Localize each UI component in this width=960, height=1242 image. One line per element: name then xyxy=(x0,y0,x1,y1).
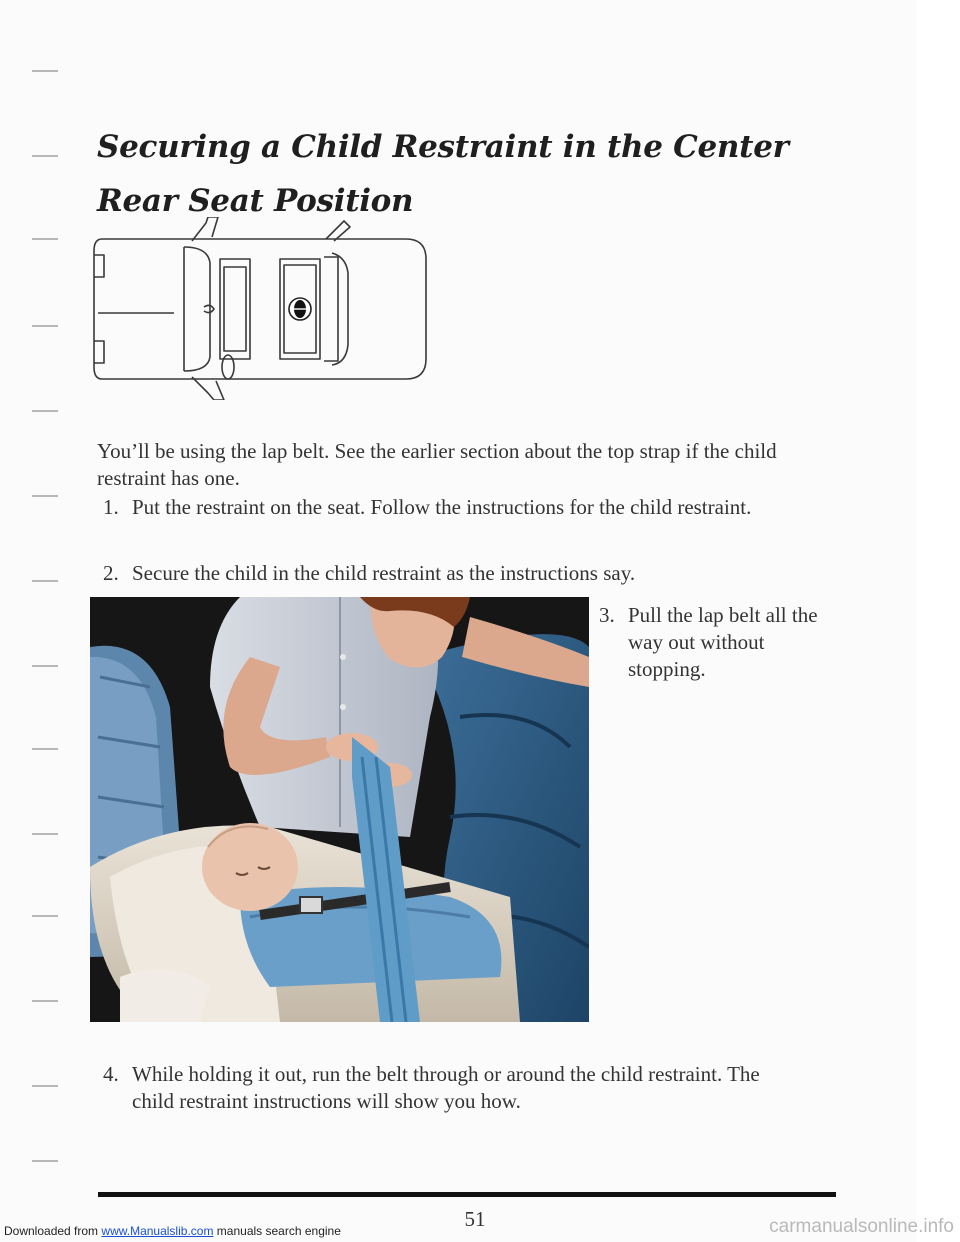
intro-paragraph: You’ll be using the lap belt. See the earlier section about the top strap if the child restraint has one. xyxy=(97,439,777,490)
step-2 xyxy=(103,560,823,587)
margin-tick xyxy=(32,580,58,582)
step-text: While holding it out, run the belt through or around the child restraint. The child restraint instructions will show you how. xyxy=(132,1062,760,1113)
download-watermark xyxy=(4,1224,341,1238)
margin-tick xyxy=(32,70,58,72)
step-text: Put the restraint on the seat. Follow the instructions for the child restraint. xyxy=(132,495,752,519)
watermark-prefix: Downloaded from xyxy=(4,1224,99,1238)
watermark-suffix: manuals search engine xyxy=(216,1224,341,1238)
margin-tick xyxy=(32,325,58,327)
page-title: Securing a Child Restraint in the Center Rear Seat Position xyxy=(97,129,789,219)
margin-tick xyxy=(32,748,58,750)
car-seat-position-diagram xyxy=(88,217,432,400)
margin-tick xyxy=(32,238,58,240)
step-text: Secure the child in the child restraint as the instructions say. xyxy=(132,561,636,585)
step-text: Pull the lap belt all the way out without stopping. xyxy=(628,603,818,681)
margin-tick xyxy=(32,833,58,835)
margin-tick xyxy=(32,915,58,917)
manualslib-link[interactable]: www.Manualslib.com xyxy=(101,1224,214,1238)
margin-tick xyxy=(32,495,58,497)
step-number: 3. xyxy=(599,603,615,627)
page-number: 51 xyxy=(464,1207,486,1231)
margin-tick xyxy=(32,1085,58,1087)
margin-tick xyxy=(32,665,58,667)
step-number: 2. xyxy=(103,561,119,585)
margin-tick xyxy=(32,410,58,412)
belt-illustration xyxy=(90,597,589,1022)
footer-rule xyxy=(98,1192,836,1197)
page-edge xyxy=(916,0,960,1242)
step-3 xyxy=(599,602,829,683)
margin-tick xyxy=(32,1160,58,1162)
step-1 xyxy=(103,494,793,521)
step-4 xyxy=(103,1061,793,1115)
step-number: 4. xyxy=(103,1062,119,1086)
step-number: 1. xyxy=(103,495,119,519)
site-watermark: carmanualsonline.info xyxy=(769,1216,954,1237)
margin-tick xyxy=(32,1000,58,1002)
margin-tick xyxy=(32,155,58,157)
